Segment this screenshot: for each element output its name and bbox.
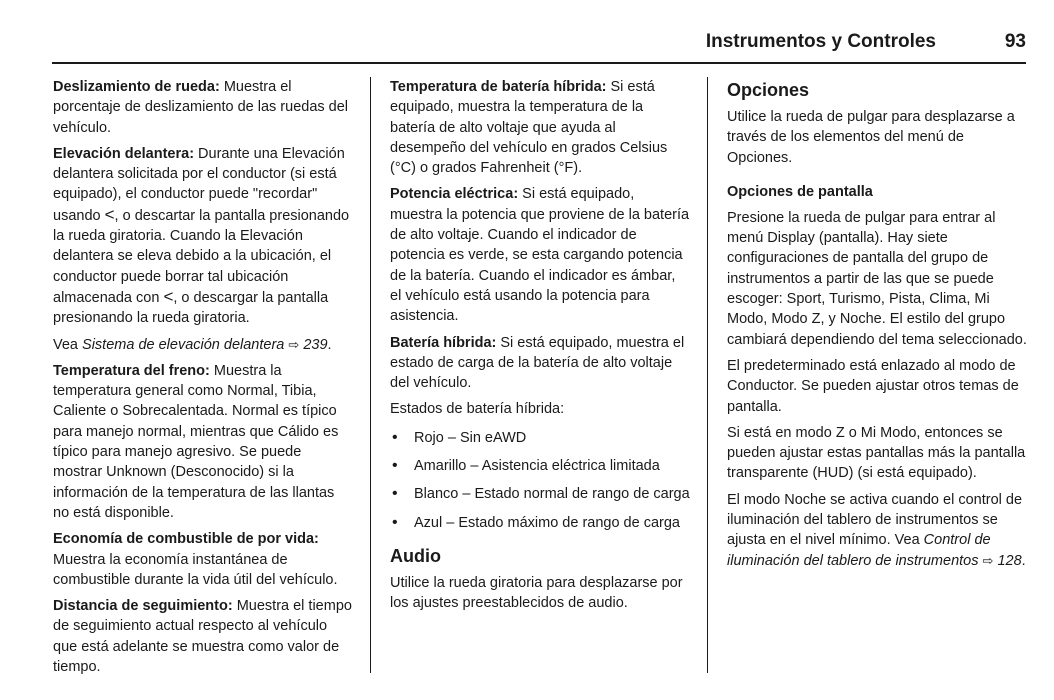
paragraph-electric-power xyxy=(390,184,690,326)
paragraph-default-mode: El predeterminado está enlazado al modo de Conductor. Se pueden ajustar otros temas de pantalla. xyxy=(727,357,1019,415)
column-right xyxy=(727,77,1027,577)
left-chevron-icon: < xyxy=(163,286,174,306)
text-battery-temp: Si está equipado, muestra la temperatura de la batería de alto voltaje que ayuda al desempeño del vehículo en grados Celsius (°C) o grados Fahrenheit (°F). xyxy=(390,79,668,177)
page-ref-arrow-icon: ⇨ xyxy=(288,336,300,352)
list-item: • Blanco – Estado normal de rango de carga xyxy=(390,484,690,504)
term-front-lift: Elevación delantera: xyxy=(53,145,195,162)
page-number: 93 xyxy=(1004,31,1026,52)
term-wheel-slip: Deslizamiento de rueda: xyxy=(53,79,220,95)
term-electric-power: Potencia eléctrica: xyxy=(390,186,519,203)
column-divider xyxy=(370,77,371,673)
battery-states-list xyxy=(390,428,690,533)
column-left xyxy=(53,77,353,683)
link-front-lift-system[interactable]: Sistema de elevación delantera xyxy=(82,336,285,353)
term-battery-temp: Temperatura de batería híbrida: xyxy=(390,79,607,95)
text-fuel-economy: Muestra la economía instantánea de combustible durante la vida útil del vehículo. xyxy=(53,551,338,588)
paragraph-fuel-economy xyxy=(53,529,353,590)
list-item: • Azul – Estado máximo de rango de carga xyxy=(390,513,690,533)
paragraph-front-lift xyxy=(53,144,353,329)
list-item: • Rojo – Sin eAWD xyxy=(390,428,690,448)
paragraph-z-mode: Si está en modo Z o Mi Modo, entonces se pueden ajustar estas pantallas más la pantalla transparente (HUD) (si está equipado). xyxy=(727,424,1026,482)
left-chevron-icon: < xyxy=(104,204,115,224)
paragraph-hybrid-battery xyxy=(390,333,690,394)
text-electric-power: Si está equipado, muestra la potencia que proviene de la batería de alto voltaje. Cuando el indicador de potencia es verde, se esta cargando potencia de la batería. Cuando el indicador es ámbar, el vehículo está usando la potencia para asistencia. xyxy=(390,186,690,325)
text-follow-distance: Muestra el tiempo de seguimiento actual respecto al vehículo que está adelante se muestra como valor de tiempo. xyxy=(53,598,352,676)
page-ref-arrow-icon: ⇨ xyxy=(982,552,994,568)
text-wheel-slip: Muestra el porcentaje de deslizamiento de las ruedas del vehículo. xyxy=(53,79,349,136)
list-item: • Amarillo – Asistencia eléctrica limitada xyxy=(390,456,690,476)
page-header-title: Instrumentos y Controles xyxy=(705,31,936,52)
term-brake-temp: Temperatura del freno: xyxy=(53,362,210,379)
heading-audio: Audio xyxy=(390,545,441,566)
page-ref-239[interactable]: 239 xyxy=(299,336,328,353)
paragraph-brake-temp xyxy=(53,361,353,523)
term-fuel-economy: Economía de combustible de por vida: xyxy=(53,531,319,548)
heading-display-options: Opciones de pantalla xyxy=(727,183,873,200)
link-dash-lighting-control[interactable]: Control de iluminación del tablero de instrumentos xyxy=(727,532,991,569)
battery-states-label: Estados de batería híbrida: xyxy=(390,401,565,418)
paragraph-display-options: Presione la rueda de pulgar para entrar al menú Display (pantalla). Hay siete configuraciones de pantalla del grupo de instrumentos a partir de las que se puede escoger: Sport, Turismo, Pista, Clima, Mi Modo, Modo Z, y Noche. El estilo del grupo cambiará dependiendo del tema seleccionado. xyxy=(727,209,1027,348)
text-front-lift-b: , o descartar la pantalla presionando la rueda giratoria. Cuando la Elevación delantera se eleva debido a la ubicación, el conductor puede borrar tal ubicación almacenada con xyxy=(53,207,350,306)
text-hybrid-battery: Si está equipado, muestra el estado de carga de la batería de alto voltaje del vehículo. xyxy=(390,334,685,392)
see-prefix: Vea xyxy=(53,336,83,353)
night-suffix: . xyxy=(1021,552,1026,569)
paragraph-see-reference xyxy=(53,335,353,355)
paragraph-audio: Utilice la rueda giratoria para desplazarse por los ajustes preestablecidos de audio. xyxy=(390,574,683,612)
column-divider xyxy=(707,77,708,673)
text-front-lift-c: , o descargar la pantalla presionando la rueda giratoria. xyxy=(53,289,329,327)
term-follow-distance: Distancia de seguimiento: xyxy=(53,598,233,615)
header-rule xyxy=(52,62,1026,64)
text-brake-temp: Muestra la temperatura general como Normal, Tibia, Caliente o Sobrecalentada. Normal es típico para manejo normal, mientras que Cálido es típico para manejo agresivo. Se puede mostrar Unknown (Desconocido) si la información de la temperatura de las llantas no está disponible. xyxy=(53,362,339,521)
page-ref-128[interactable]: 128 xyxy=(993,552,1022,569)
heading-options: Opciones xyxy=(727,80,810,100)
paragraph-options: Utilice la rueda de pulgar para desplazarse a través de los elementos del menú de Opciones. xyxy=(727,109,1015,166)
paragraph-night-mode xyxy=(727,490,1027,571)
text-front-lift-a: Durante una Elevación delantera solicitada por el conductor (si está equipado), el conductor puede "recordar" usando xyxy=(53,145,345,224)
term-hybrid-battery: Batería híbrida: xyxy=(390,334,497,351)
paragraph-follow-distance xyxy=(53,596,353,677)
column-middle xyxy=(390,77,690,620)
paragraph-wheel-slip xyxy=(53,77,353,138)
see-suffix: . xyxy=(327,336,332,353)
paragraph-battery-temp xyxy=(390,77,690,178)
text-night-mode: El modo Noche se activa cuando el control de iluminación del tablero de instrumentos se ajusta en el nivel mínimo. Vea xyxy=(727,491,1023,549)
